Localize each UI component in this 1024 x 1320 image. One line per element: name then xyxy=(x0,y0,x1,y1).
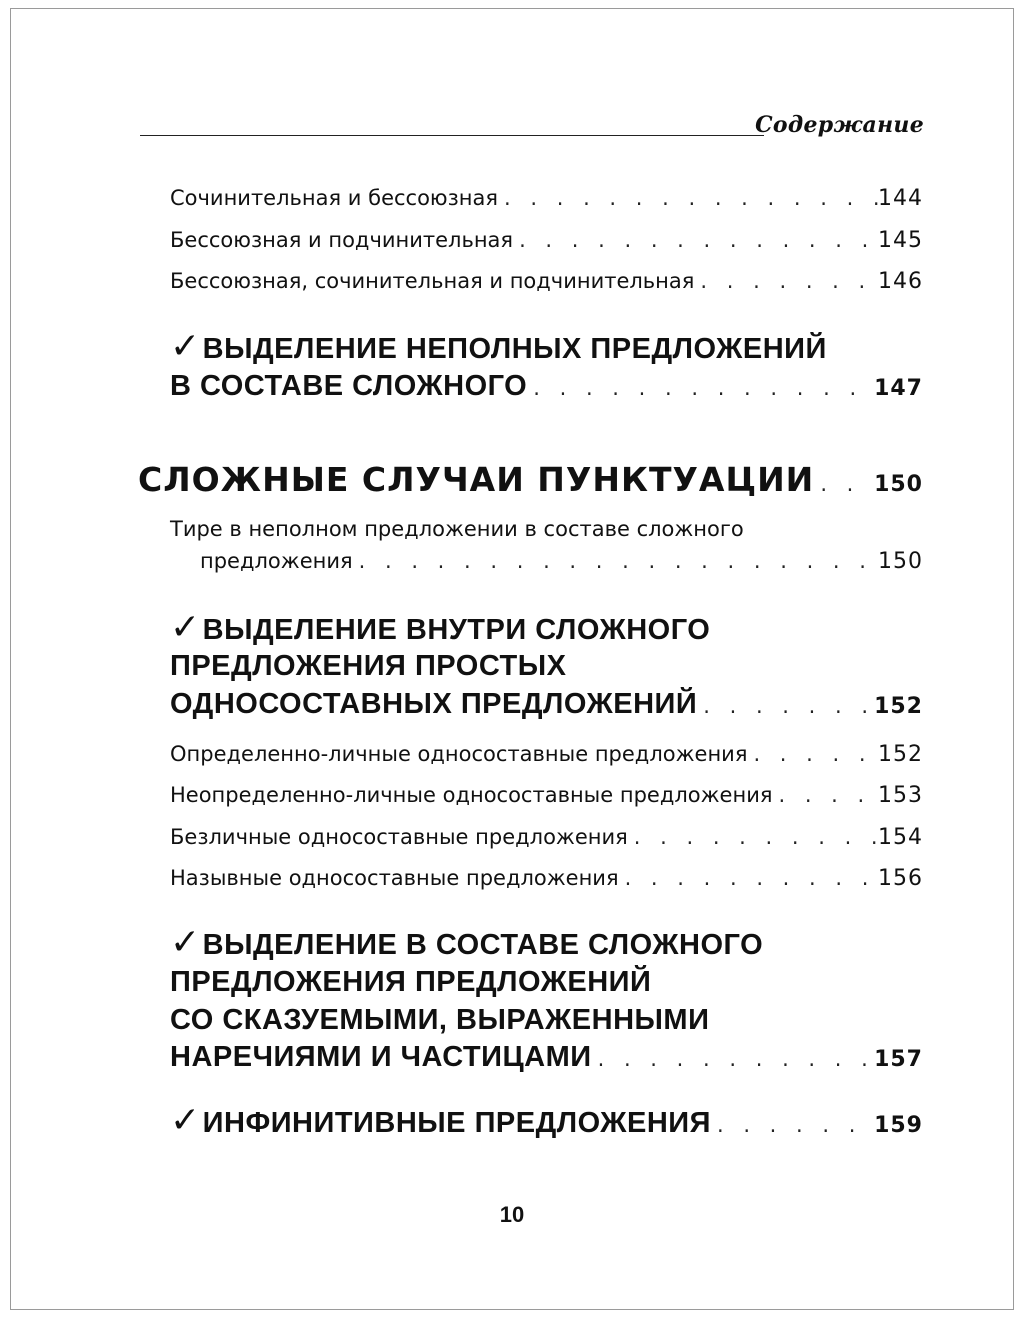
dot-leader xyxy=(513,228,878,252)
toc-section-heading xyxy=(170,922,763,963)
toc-entry-title: Сочинительная и бессоюзная xyxy=(170,186,499,210)
toc-entry-title: Бессоюзная, сочинительная и подчинительная xyxy=(170,269,695,293)
toc-page-number: 152 xyxy=(878,742,923,767)
toc-page-number: 159 xyxy=(874,1113,923,1138)
toc-entry-title: Бессоюзная и подчинительная xyxy=(170,228,514,252)
checkmark-icon: ✓ xyxy=(170,1100,201,1141)
checkmark-icon: ✓ xyxy=(170,326,201,367)
toc-entry[interactable] xyxy=(200,549,923,574)
toc-entry[interactable] xyxy=(170,825,923,850)
toc-entry-title: Тире в неполном предложении в составе сложного xyxy=(170,517,744,541)
dot-leader xyxy=(353,549,878,573)
toc-section-entry[interactable] xyxy=(170,688,923,721)
toc-section-entry[interactable] xyxy=(170,1041,923,1074)
toc-page-number: 144 xyxy=(878,186,923,211)
toc-entry-title-continued: предложения xyxy=(200,549,353,573)
toc-section-line: ВЫДЕЛЕНИЕ НЕПОЛНЫХ ПРЕДЛОЖЕНИЙ xyxy=(202,333,827,365)
toc-entry-title: Безличные односоставные предложения xyxy=(170,825,628,849)
toc-entry[interactable] xyxy=(170,866,923,891)
checkmark-icon: ✓ xyxy=(170,607,201,648)
toc-section-entry[interactable] xyxy=(170,1100,923,1141)
toc-section-line: ИНФИНИТИВНЫЕ ПРЕДЛОЖЕНИЯ xyxy=(202,1107,711,1139)
toc-section-line: ОДНОСОСТАВНЫХ ПРЕДЛОЖЕНИЙ xyxy=(170,688,698,720)
dot-leader xyxy=(711,1113,874,1137)
page-number: 10 xyxy=(499,1202,525,1227)
toc-page-number: 150 xyxy=(878,549,923,574)
toc-entry[interactable] xyxy=(170,742,923,767)
toc-section-heading xyxy=(170,1100,711,1141)
dot-leader xyxy=(694,269,878,293)
toc-page-number: 153 xyxy=(878,783,923,808)
toc-section-line: ПРЕДЛОЖЕНИЯ ПРЕДЛОЖЕНИЙ xyxy=(170,966,652,998)
toc-chapter-entry[interactable] xyxy=(138,460,923,499)
toc-entry[interactable] xyxy=(170,186,923,211)
toc-entry-title: Определенно-личные односоставные предложения xyxy=(170,742,748,766)
toc-section-line: НАРЕЧИЯМИ И ЧАСТИЦАМИ xyxy=(170,1041,592,1073)
toc-chapter-title: СЛОЖНЫЕ СЛУЧАИ ПУНКТУАЦИИ xyxy=(138,460,815,499)
dot-leader xyxy=(747,742,878,766)
toc-page-number: 145 xyxy=(878,228,923,253)
dot-leader xyxy=(592,1047,874,1071)
toc-page-number: 150 xyxy=(874,472,923,497)
toc-page-number: 154 xyxy=(878,825,923,850)
dot-leader xyxy=(772,783,878,807)
toc-entry[interactable] xyxy=(170,228,923,253)
header-rule xyxy=(140,135,764,136)
toc-entry[interactable] xyxy=(170,269,923,294)
toc-section-line: ВЫДЕЛЕНИЕ В СОСТАВЕ СЛОЖНОГО xyxy=(202,929,764,961)
running-header-title: Содержание xyxy=(755,112,924,138)
toc-entry-title: Назывные односоставные предложения xyxy=(170,866,619,890)
toc-section-heading xyxy=(170,326,827,367)
dot-leader xyxy=(814,472,874,496)
checkmark-icon: ✓ xyxy=(170,922,201,963)
dot-leader xyxy=(619,866,878,890)
toc-section-line: ПРЕДЛОЖЕНИЯ ПРОСТЫХ xyxy=(170,650,567,682)
toc-page-number: 147 xyxy=(874,376,923,401)
dot-leader xyxy=(628,825,878,849)
toc-entry-title: Неопределенно-личные односоставные предложения xyxy=(170,783,773,807)
dot-leader xyxy=(697,694,874,718)
toc-section-line: СО СКАЗУЕМЫМИ, ВЫРАЖЕННЫМИ xyxy=(170,1004,710,1036)
toc-section-line: ВЫДЕЛЕНИЕ ВНУТРИ СЛОЖНОГО xyxy=(202,614,711,646)
toc-entry[interactable] xyxy=(170,783,923,808)
toc-page-number: 152 xyxy=(874,694,923,719)
dot-leader xyxy=(527,376,874,400)
toc-page-number: 156 xyxy=(878,866,923,891)
toc-page-number: 146 xyxy=(878,269,923,294)
toc-section-line: В СОСТАВЕ СЛОЖНОГО xyxy=(170,370,528,402)
dot-leader xyxy=(498,186,878,210)
toc-page-number: 157 xyxy=(874,1047,923,1072)
toc-section-entry[interactable] xyxy=(170,370,923,403)
toc-section-heading xyxy=(170,607,710,648)
